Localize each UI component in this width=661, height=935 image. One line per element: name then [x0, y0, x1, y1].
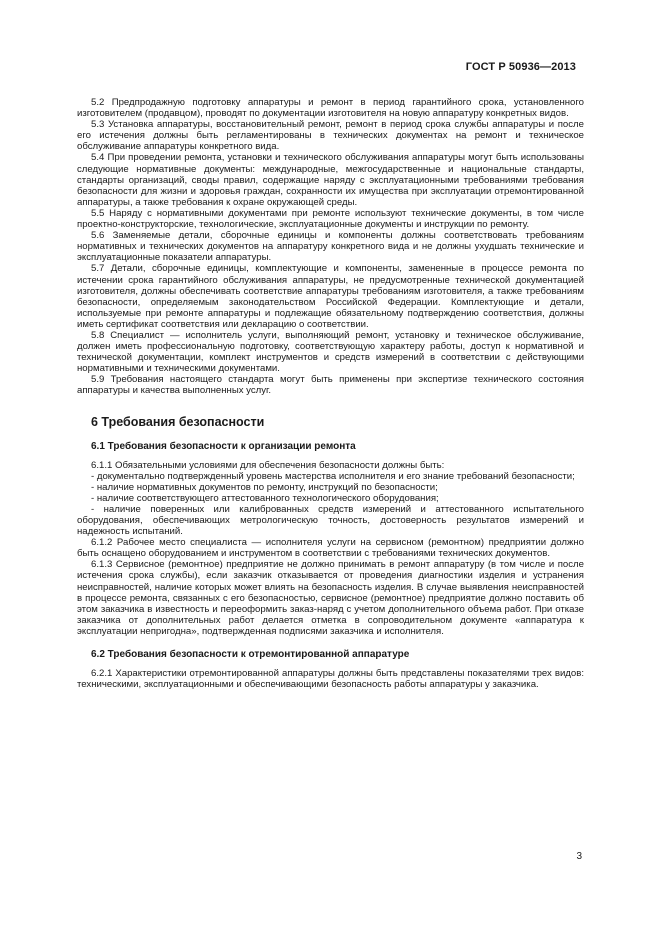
- paragraph-5-3: 5.3 Установка аппаратуры, восстановительный ремонт, ремонт в период срока службы аппаратуры и после его истечения должны быть регламентированы в технических документах на ремонт и техническое обслуживание аппаратуры конкретного вида.: [77, 119, 584, 153]
- list-item: - наличие нормативных документов по ремонту, инструкций по безопасности;: [91, 481, 438, 493]
- paragraph-6-1-3: 6.1.3 Сервисное (ремонтное) предприятие не должно принимать в ремонт аппаратуру (в том числе и после истечения срока службы), если заказчик отказывается от проведения диагностики изделия и устранения неисправностей, наличие которых может влиять на безопасность изделия. В случае выявления неисправностей в процессе ремонта, связанных с его безопасностью, сервисное (ремонтное) предприятие должно поставить об этом заказчика в известность и переоформить заказ-наряд с учетом дополнительного объема работ. При отказе заказчика от дополнительных работ делается отметка в сопроводительном документе «аппаратура к эксплуатации непригодна», подтвержденная подписями заказчика и исполнителя.: [77, 559, 584, 637]
- paragraph-5-4: 5.4 При проведении ремонта, установки и технического обслуживания аппаратуры могут быть использованы следующие нормативные документы: международные, межгосударственные и национальные стандарты, стандарты организаций, своды правил, содержащие наряду с эксплуатационными требованиями требования безопасности для жизни и здоровья граждан, сохранности их имущества при эксплуатации отремонтированной аппаратуры, а также требования к охране окружающей среды.: [77, 152, 584, 208]
- list-item: - документально подтвержденный уровень мастерства исполнителя и его знание требований безопасности;: [91, 470, 575, 482]
- subsection-6-1-heading: 6.1 Требования безопасности к организации ремонта: [91, 440, 356, 452]
- paragraph-5-6: 5.6 Заменяемые детали, сборочные единицы и компоненты должны соответствовать требованиям нормативных и технических документов на аппаратуру конкретного вида и не должны ухудшать технические и эксплуатационные показатели аппаратуры.: [77, 230, 584, 264]
- paragraph-5-5: 5.5 Наряду с нормативными документами при ремонте используют технические документы, в том числе проектно-конструкторские, технологические, эксплуатационные документы и инструкции по ремонту.: [77, 207, 584, 231]
- page-body: [77, 97, 584, 690]
- document-code: ГОСТ Р 50936—2013: [465, 61, 576, 73]
- paragraph-6-1-2: 6.1.2 Рабочее место специалиста — исполнителя услуги на сервисном (ремонтном) предприятии должно быть оснащено оборудованием и инструментом в соответствии с требованиями технических документов.: [77, 537, 584, 560]
- paragraph-5-8: 5.8 Специалист — исполнитель услуги, выполняющий ремонт, установку и техническое обслуживание, должен иметь профессиональную подготовку, соответствующую характеру работы, доступ к нормативной и технической документации, комплект инструментов и средств измерений в соответствии с действующими нормативными и техническими документами.: [77, 329, 584, 375]
- section-6-heading: 6 Требования безопасности: [91, 414, 265, 429]
- subsection-6-2-heading: 6.2 Требования безопасности к отремонтированной аппаратуре: [91, 649, 410, 661]
- list-item: - наличие поверенных или калиброванных средств измерений и аттестованного испытательного оборудования, обеспечивающих метрологическую точность, достоверность результатов измерений и надежность испытаний.: [77, 503, 584, 538]
- paragraph-6-1-1: 6.1.1 Обязательными условиями для обеспечения безопасности должны быть:: [91, 459, 445, 471]
- paragraph-6-2-1: 6.2.1 Характеристики отремонтированной аппаратуры должны быть представлены показателями трех видов: техническими, эксплуатационными и обеспечивающими безопасность работы аппаратуры у заказчика.: [77, 668, 584, 691]
- paragraph-5-9: 5.9 Требования настоящего стандарта могут быть применены при экспертизе технического состояния аппаратуры и качества выполненных услуг.: [77, 374, 584, 397]
- paragraph-5-7: 5.7 Детали, сборочные единицы, комплектующие и компоненты, замененные в процессе ремонта по истечении срока гарантийного обслуживания аппаратуры, не предусмотренные технической документацией изготовителя, должны обеспечивать соответствие аппаратуры требованиям изготовителя, а также требованиям безопасности, определяемым законодательством Российской Федерации. Комплектующие и детали, используемые при ремонте аппаратуры и подлежащие обязательному подтверждению соответствия, должны иметь сертификат соответствия или декларацию о соответствии.: [77, 263, 584, 330]
- paragraph-5-2: 5.2 Предпродажную подготовку аппаратуры и ремонт в период гарантийного срока, установленного изготовителем (продавцом), проводят по документации изготовителя на новую аппаратуру конкретных видов.: [77, 97, 584, 120]
- page-number: 3: [576, 851, 582, 862]
- list-item: - наличие соответствующего аттестованного технологического оборудования;: [91, 492, 439, 504]
